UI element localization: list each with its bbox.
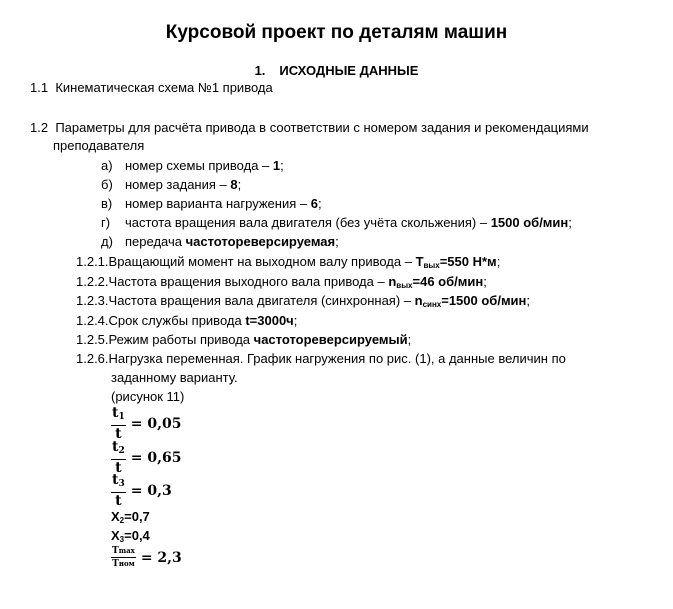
paragraph-number: 1.2 [30,120,49,135]
item-1-2-1: 1.2.1.Вращающий момент на выходном валу привода – $T_{вых}=550$ Н*м; [76,254,501,270]
paragraph-1-1 [30,80,273,95]
section-number: 1. [254,63,266,78]
list-item: г) частота вращения вала двигателя (без учёта скольжения) – 1500 об/мин; [101,215,572,230]
item-1-2-4: 1.2.4.Срок службы привода t=3000ч; [76,313,298,328]
x2-value: $X_2=0,7$ [111,509,150,525]
formula-t2-ratio: $\frac{t_2}{t}$ = 0,65 [112,439,182,476]
paragraph-text: Параметры для расчёта привода в соответствии с номером задания и рекомендациями [55,120,589,135]
paragraph-1-2 [30,120,589,135]
formula-t3-ratio: $\frac{t_3}{t}$ = 0,3 [112,472,172,509]
x3-value: $X_3=0,4$ [111,528,150,544]
paragraph-text: Кинематическая схема №1 привода [55,80,273,95]
list-item: д) передача частотореверсируемая; [101,234,339,249]
list-item: б) номер задания – 8; [101,177,242,192]
document-title: Курсовой проект по деталям машин [165,22,508,43]
item-1-2-6-continued: заданному варианту. [111,370,238,385]
section-heading [0,63,673,78]
list-item: а) номер схемы привода – 1; [101,158,284,173]
formula-t1-ratio: $\frac{t_1}{t}$ = 0,05 [112,405,182,442]
formula-torque-ratio: Tmax Tном = 2,3 [112,546,182,569]
paragraph-number: 1.1 [30,80,49,95]
item-1-2-5: 1.2.5.Режим работы привода частотореверсируемый; [76,332,412,347]
item-1-2-6: 1.2.6.Нагрузка переменная. График нагружения по рис. (1), а данные величин по [76,351,566,366]
figure-reference: (рисунок 11) [111,389,185,404]
item-1-2-3: 1.2.3.Частота вращения вала двигателя (синхронная) – $n_{синх}=1500$ об/мин; [76,293,531,309]
paragraph-1-2-continued: преподавателя [53,138,145,153]
section-label: ИСХОДНЫЕ ДАННЫЕ [279,63,419,78]
list-item: в) номер варианта нагружения – 6; [101,196,322,211]
item-1-2-2: 1.2.2.Частота вращения выходного вала привода – $n_{вых}=46$ об/мин; [76,274,487,290]
